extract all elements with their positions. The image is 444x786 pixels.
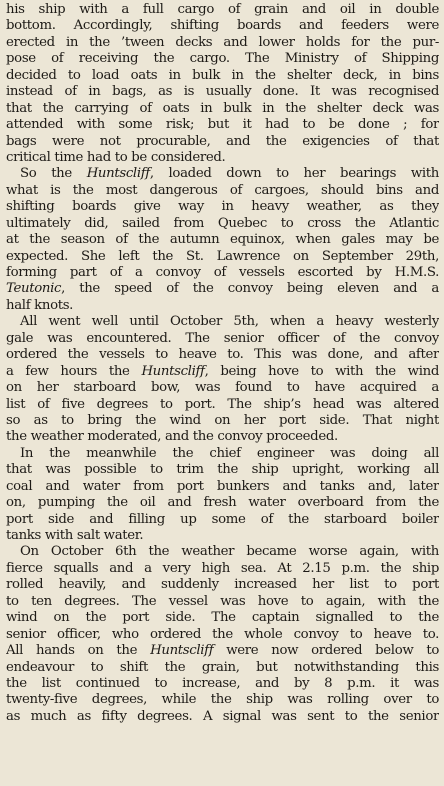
text-line <box>6 68 439 84</box>
text-run: senior officer, who ordered the whole convoy to heave to. <box>6 626 439 642</box>
text-line <box>6 544 439 560</box>
text-line <box>6 446 439 462</box>
text-run: as much as fifty degrees. A signal was sent to the senior <box>6 708 439 724</box>
text-run: , being hove to with the wind <box>204 363 439 379</box>
text-run: that was possible to trim the ship upright, working all <box>6 462 439 478</box>
text-run: on her starboard bow, was found to have acquired a <box>6 380 439 396</box>
text-run: ultimately did, sailed from Quebec to cross the Atlantic <box>6 215 439 231</box>
text-run: decided to load oats in bulk in the shelter deck, in bins <box>6 67 439 83</box>
text-run: In the meanwhile the chief engineer was doing all <box>20 445 439 461</box>
text-line <box>6 298 439 314</box>
paragraph <box>6 166 439 314</box>
text-line <box>6 397 439 413</box>
text-run: critical time had to be considered. <box>6 149 226 165</box>
text-run: at the season of the autumn equinox, when gales may be <box>6 232 439 248</box>
ship-name: Teutonic <box>6 281 62 297</box>
text-run: half knots. <box>6 297 74 313</box>
text-run: what is the most dangerous of cargoes, should bins and <box>6 182 439 198</box>
text-line <box>6 134 439 150</box>
text-line <box>6 183 439 199</box>
text-run: attended with some risk; but it had to be done ; for <box>6 117 439 133</box>
text-run: on, pumping the oil and fresh water overboard from the <box>6 495 439 511</box>
text-run: the list continued to increase, and by 8 p.m. it was <box>6 675 439 691</box>
text-line <box>6 314 439 330</box>
text-line <box>6 479 439 495</box>
text-run: bags were not procurable, and the exigencies of that <box>6 133 439 149</box>
text-line <box>6 249 439 265</box>
text-run: tanks with salt water. <box>6 528 144 543</box>
text-line <box>6 18 439 34</box>
text-line <box>6 660 439 676</box>
text-line <box>6 216 439 232</box>
paragraph <box>6 314 439 446</box>
text-line <box>6 413 439 429</box>
text-line <box>6 577 439 593</box>
text-run: wind on the port side. The captain signalled to the <box>6 610 439 626</box>
text-run: erected in the ’tween decks and lower holds for the pur- <box>6 34 439 50</box>
text-run: pose of receiving the cargo. The Ministry of Shipping <box>6 51 439 67</box>
text-line <box>6 84 439 100</box>
text-line <box>6 117 439 133</box>
text-line <box>6 331 439 347</box>
text-line <box>6 51 439 67</box>
text-run: gale was encountered. The senior officer of the convoy <box>6 330 439 346</box>
text-run: were now ordered below to <box>213 643 439 659</box>
paragraph <box>6 446 439 545</box>
text-line <box>6 380 439 396</box>
text-run: a few hours the <box>6 363 142 379</box>
text-line <box>6 561 439 577</box>
text-line <box>6 709 439 725</box>
text-run: , loaded down to her bearings with <box>149 166 439 182</box>
text-run: ordered the vessels to heave to. This was done, and after <box>6 347 439 363</box>
text-run: shifting boards give way in heavy weather, as they <box>6 199 439 215</box>
text-run: instead of in bags, as is usually done. It was recognised <box>6 84 439 100</box>
text-run: port side and filling up some of the starboard boiler <box>6 511 439 527</box>
text-line <box>6 265 439 281</box>
text-line <box>6 643 439 659</box>
text-run: expected. She left the St. Lawrence on September 29th, <box>6 248 439 264</box>
ship-name: Huntscliff <box>141 363 205 379</box>
text-line <box>6 528 439 544</box>
text-run: rolled heavily, and suddenly increased her list to port <box>6 577 439 593</box>
text-run: his ship with a full cargo of grain and oil in double <box>6 2 439 17</box>
text-run: bottom. Accordingly, shifting boards and feeders were <box>6 18 439 34</box>
text-run: So the <box>20 166 87 182</box>
text-line <box>6 281 439 297</box>
text-line <box>6 429 439 445</box>
text-run: endeavour to shift the grain, but notwithstanding this <box>6 659 439 675</box>
text-line <box>6 627 439 643</box>
text-run: , the speed of the convoy being eleven and a <box>61 281 439 297</box>
text-run: On October 6th the weather became worse again, with <box>20 544 439 560</box>
text-line <box>6 594 439 610</box>
text-line <box>6 232 439 248</box>
text-run: All hands on the <box>6 643 151 659</box>
text-line <box>6 347 439 363</box>
text-line <box>6 692 439 708</box>
page-text-body <box>6 2 439 725</box>
text-line <box>6 199 439 215</box>
text-line <box>6 512 439 528</box>
text-line <box>6 676 439 692</box>
text-line <box>6 610 439 626</box>
text-line <box>6 150 439 166</box>
text-run: twenty-five degrees, while the ship was rolling over to <box>6 692 439 708</box>
ship-name: Huntscliff <box>150 643 214 659</box>
text-run: so as to bring the wind on her port side. That night <box>6 412 439 428</box>
paragraph <box>6 544 439 725</box>
text-run: to ten degrees. The vessel was hove to again, with the <box>6 593 439 609</box>
text-run: list of five degrees to port. The ship’s head was altered <box>6 396 439 412</box>
text-run: the weather moderated, and the convoy proceeded. <box>6 429 338 445</box>
text-line <box>6 495 439 511</box>
text-line <box>6 2 439 18</box>
text-run: All went well until October 5th, when a heavy westerly <box>20 314 439 330</box>
text-run: that the carrying of oats in bulk in the shelter deck was <box>6 100 439 116</box>
paragraph <box>6 2 439 166</box>
text-run: coal and water from port bunkers and tanks and, later <box>6 478 439 494</box>
text-line <box>6 166 439 182</box>
text-run: forming part of a convoy of vessels escorted by H.M.S. <box>6 265 439 280</box>
text-line <box>6 35 439 51</box>
text-line <box>6 101 439 117</box>
text-run: fierce squalls and a very high sea. At 2.15 p.m. the ship <box>6 560 439 576</box>
ship-name: Huntscliff <box>86 166 150 182</box>
text-line <box>6 462 439 478</box>
text-line <box>6 364 439 380</box>
